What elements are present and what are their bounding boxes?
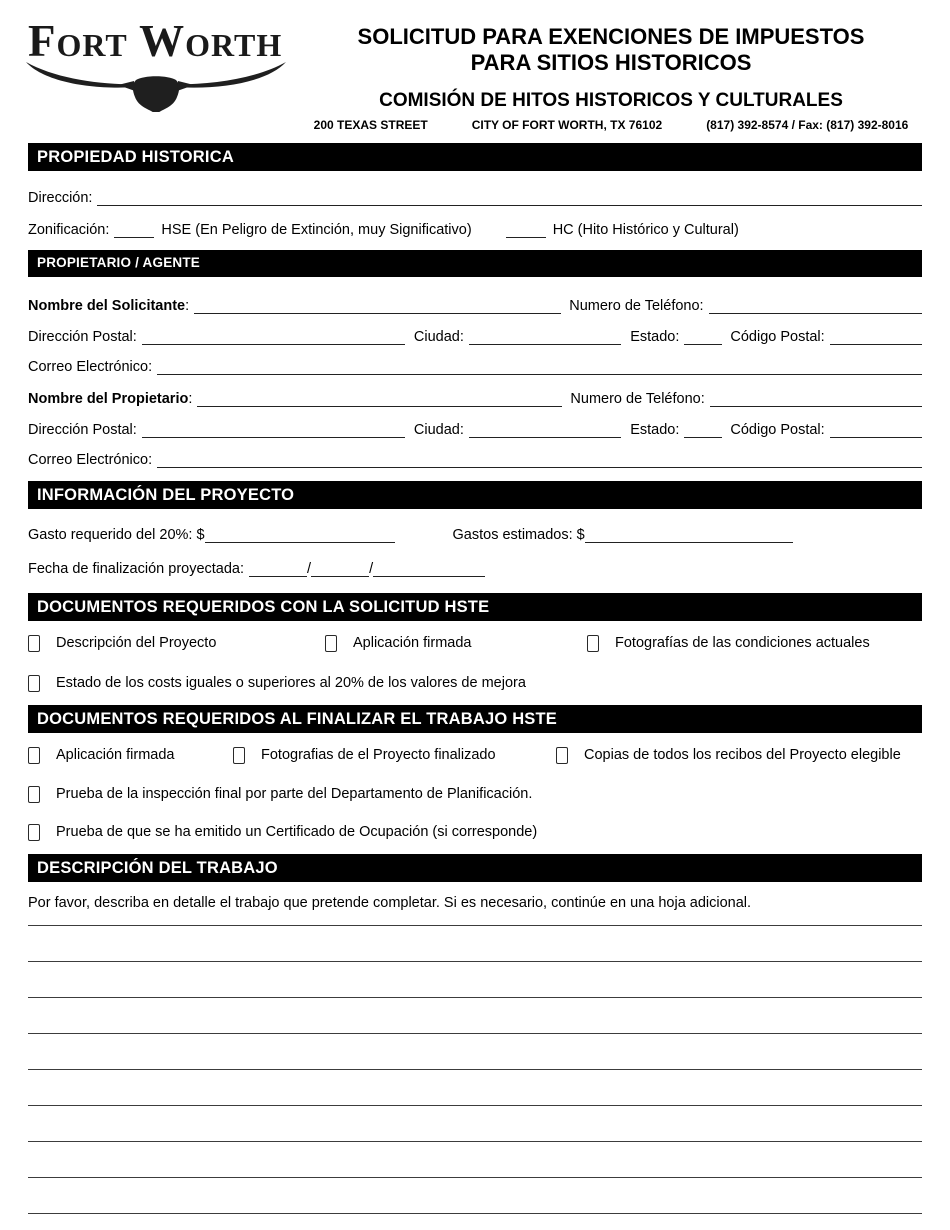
estado-label: Estado: <box>630 421 680 438</box>
check-label: Fotografías de las condiciones actuales <box>615 635 870 652</box>
check-item <box>28 824 537 841</box>
section-bar-descripcion-trabajo: DESCRIPCIÓN DEL TRABAJO <box>28 854 922 882</box>
contact-info-line <box>300 118 922 132</box>
city-address: CITY OF FORT WORTH, TX 76102 <box>471 117 663 132</box>
fecha-ano-blank[interactable] <box>373 561 485 577</box>
solicitante-address-row <box>28 329 922 345</box>
propietario-estado-blank[interactable] <box>684 422 722 438</box>
hse-label: HSE (En Peligro de Extinción, muy Significativo) <box>161 222 472 239</box>
description-write-line[interactable] <box>28 1142 922 1178</box>
descripcion-instruction-row <box>28 895 922 911</box>
propietario-name-row <box>28 391 922 407</box>
checkbox-prueba-inspeccion[interactable] <box>28 786 40 803</box>
direccion-blank[interactable] <box>97 190 922 206</box>
checkbox-copias-recibos[interactable] <box>556 747 568 764</box>
fort-worth-logo <box>28 16 300 112</box>
check-label: Estado de los costs iguales o superiores al 20% de los valores de mejora <box>56 675 526 692</box>
propietario-direccion-postal-blank[interactable] <box>142 422 405 438</box>
fecha-dia-blank[interactable] <box>249 561 307 577</box>
fecha-finalizacion-label: Fecha de finalización proyectada: <box>28 561 245 578</box>
section-bar-docs-solicitud: DOCUMENTOS REQUERIDOS CON LA SOLICITUD HSTE <box>28 593 922 621</box>
solicitante-correo-blank[interactable] <box>157 359 922 375</box>
propietario-address-row <box>28 422 922 438</box>
solicitante-telefono-blank[interactable] <box>709 298 922 314</box>
check-label: Fotografias de el Proyecto finalizado <box>261 747 496 764</box>
propietario-correo-blank[interactable] <box>157 452 922 468</box>
correo-label: Correo Electrónico: <box>28 358 153 375</box>
docs-finalizar-row1 <box>28 747 922 764</box>
slash: / <box>369 561 374 578</box>
correo-label: Correo Electrónico: <box>28 451 153 468</box>
fecha-mes-blank[interactable] <box>311 561 369 577</box>
propietario-name-blank[interactable] <box>197 391 562 407</box>
check-item <box>233 747 556 764</box>
codigo-postal-label: Código Postal: <box>730 421 825 438</box>
solicitante-direccion-postal-blank[interactable] <box>142 329 405 345</box>
fort-worth-logo-text: Fort Worth <box>28 16 283 66</box>
fecha-finalizacion-row <box>28 561 922 577</box>
gastos-estimados-blank[interactable] <box>585 527 793 543</box>
description-write-line[interactable] <box>28 926 922 962</box>
description-write-line[interactable] <box>28 998 922 1034</box>
check-item <box>556 747 901 764</box>
checkbox-estado-costs[interactable] <box>28 675 40 692</box>
check-item <box>587 635 870 652</box>
docs-solicitud-row2 <box>28 675 922 692</box>
descripcion-instruction: Por favor, describa en detalle el trabajo que pretende completar. Si es necesario, continúe en una hoja adicional. <box>28 895 752 912</box>
description-write-line[interactable] <box>28 911 922 926</box>
check-label: Aplicación firmada <box>56 747 175 764</box>
docs-solicitud-row1 <box>28 635 922 652</box>
check-label: Copias de todos los recibos del Proyecto elegible <box>584 747 901 764</box>
solicitante-ciudad-blank[interactable] <box>469 329 621 345</box>
ciudad-label: Ciudad: <box>413 421 464 438</box>
hc-label: HC (Hito Histórico y Cultural) <box>552 222 739 239</box>
section-bar-propiedad-historica: PROPIEDAD HISTORICA <box>28 143 922 171</box>
checkbox-aplicacion-firmada-final[interactable] <box>28 747 40 764</box>
check-label: Prueba de que se ha emitido un Certificado de Ocupación (si corresponde) <box>56 824 538 841</box>
solicitante-label: Nombre del Solicitante <box>28 297 186 314</box>
gastos-row <box>28 527 922 543</box>
solicitante-codigo-postal-blank[interactable] <box>830 329 922 345</box>
docs-finalizar-row3 <box>28 824 922 841</box>
check-item <box>325 635 587 652</box>
checkbox-fotografias-condiciones[interactable] <box>587 635 599 652</box>
direccion-label: Dirección: <box>28 190 93 207</box>
description-write-line[interactable] <box>28 1178 922 1214</box>
check-item <box>28 635 325 652</box>
checkbox-descripcion-proyecto[interactable] <box>28 635 40 652</box>
form-header <box>28 16 922 132</box>
estado-label: Estado: <box>630 328 680 345</box>
direccion-postal-label: Dirección Postal: <box>28 421 137 438</box>
gastos-estimados-label: Gastos estimados: $ <box>452 527 585 544</box>
propietario-codigo-postal-blank[interactable] <box>830 422 922 438</box>
zonificacion-label: Zonificación: <box>28 222 110 239</box>
description-write-line[interactable] <box>28 1070 922 1106</box>
direccion-postal-label: Dirección Postal: <box>28 328 137 345</box>
section-bar-informacion-proyecto: INFORMACIÓN DEL PROYECTO <box>28 481 922 509</box>
phone-fax: (817) 392-8574 / Fax: (817) 392-8016 <box>706 117 909 132</box>
form-title-block <box>300 20 922 132</box>
description-write-line[interactable] <box>28 1034 922 1070</box>
check-label: Prueba de la inspección final por parte del Departamento de Planificación. <box>56 786 533 803</box>
checkbox-certificado-ocupacion[interactable] <box>28 824 40 841</box>
section-bar-docs-finalizar: DOCUMENTOS REQUERIDOS AL FINALIZAR EL TRABAJO HSTE <box>28 705 922 733</box>
check-label: Descripción del Proyecto <box>56 635 217 652</box>
propietario-email-row <box>28 452 922 468</box>
check-item <box>28 786 532 803</box>
docs-finalizar-row2 <box>28 786 922 803</box>
solicitante-name-blank[interactable] <box>194 298 561 314</box>
solicitante-estado-blank[interactable] <box>684 329 722 345</box>
codigo-postal-label: Código Postal: <box>730 328 825 345</box>
zonificacion-row <box>28 222 922 238</box>
checkbox-aplicacion-firmada[interactable] <box>325 635 337 652</box>
solicitante-name-row <box>28 298 922 314</box>
check-item <box>28 747 233 764</box>
ciudad-label: Ciudad: <box>413 328 464 345</box>
telefono-label: Numero de Teléfono: <box>569 297 704 314</box>
propietario-label: Nombre del Propietario <box>28 390 189 407</box>
slash: / <box>307 561 312 578</box>
form-title-line2: PARA SITIOS HISTORICOS <box>470 49 752 75</box>
telefono-label: Numero de Teléfono: <box>570 390 705 407</box>
checkbox-fotografias-finalizado[interactable] <box>233 747 245 764</box>
check-label: Aplicación firmada <box>353 635 472 652</box>
street-address: 200 TEXAS STREET <box>313 117 428 132</box>
check-item <box>28 675 526 692</box>
colon: : <box>188 390 193 407</box>
description-write-line[interactable] <box>28 962 922 998</box>
gasto-requerido-label: Gasto requerido del 20%: $ <box>28 527 205 544</box>
section-bar-propietario-agente: PROPIETARIO / AGENTE <box>28 250 922 277</box>
commission-subtitle: COMISIÓN DE HITOS HISTORICOS Y CULTURALES <box>379 89 843 111</box>
form-title-line1: SOLICITUD PARA EXENCIONES DE IMPUESTOS <box>357 24 865 49</box>
descripcion-write-area <box>28 911 922 1214</box>
hse-blank[interactable] <box>114 222 154 238</box>
propietario-ciudad-blank[interactable] <box>469 422 621 438</box>
colon: : <box>185 297 190 314</box>
solicitante-email-row <box>28 359 922 375</box>
propietario-telefono-blank[interactable] <box>710 391 922 407</box>
description-write-line[interactable] <box>28 1106 922 1142</box>
hc-blank[interactable] <box>506 222 546 238</box>
gasto-requerido-blank[interactable] <box>205 527 395 543</box>
direccion-row <box>28 190 922 206</box>
